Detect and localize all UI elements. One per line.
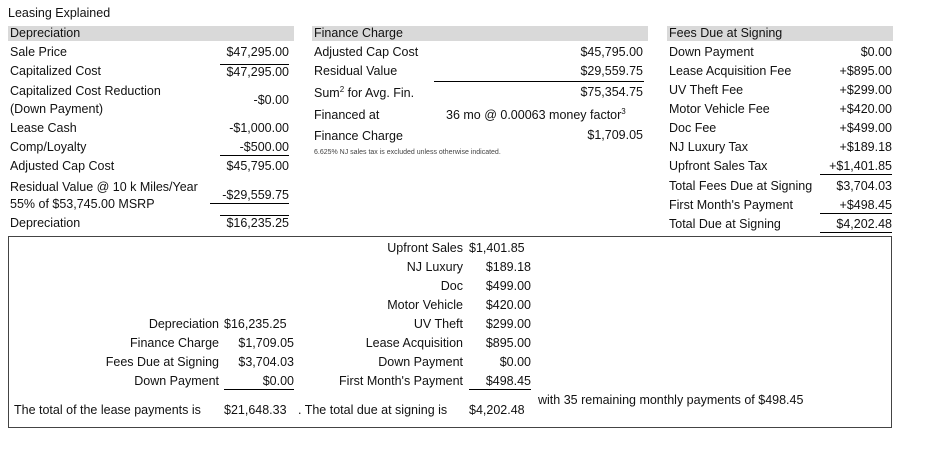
fin-footnote: 6.625% NJ sales tax is excluded unless otherwise indicated. — [314, 149, 501, 156]
total-lease-value: $21,648.33 — [224, 403, 287, 417]
dep-value-cap-reduction: -$0.00 — [253, 93, 289, 107]
fee-label-total-fees: Total Fees Due at Signing — [669, 179, 813, 193]
fee-label-acquisition: Lease Acquisition Fee — [669, 64, 792, 78]
dep-value-depreciation: $16,235.25 — [220, 215, 289, 231]
sum-mid-label-upfront-sales: Upfront Sales — [387, 241, 463, 255]
fin-label-charge: Finance Charge — [314, 129, 403, 143]
fee-label-motor-vehicle: Motor Vehicle Fee — [669, 102, 770, 116]
sum-mid-label-lease-acquisition: Lease Acquisition — [365, 336, 463, 350]
fee-label-total-due: Total Due at Signing — [669, 217, 781, 231]
sum-mid-value-first-month: $498.45 — [469, 374, 531, 390]
fee-value-down-payment: $0.00 — [860, 45, 892, 59]
fee-value-total-fees: $3,704.03 — [836, 179, 892, 193]
sum-left-value-down-payment: $0.00 — [224, 374, 294, 390]
fin-label-financed: Financed at — [314, 108, 380, 122]
sum-left-label-finance: Finance Charge — [130, 336, 219, 350]
sum-left-label-down-payment: Down Payment — [134, 374, 219, 388]
dep-label-lease-cash: Lease Cash — [10, 121, 77, 135]
dep-label-sale-price: Sale Price — [10, 45, 67, 59]
sum-left-value-depreciation: $16,235.25 — [224, 317, 287, 331]
dep-label-residual-sub: 55% of $53,745.00 MSRP — [10, 197, 155, 211]
fin-label-sum: Sum$^2$ for Avg. Fin. — [314, 84, 415, 100]
sum-mid-label-down-payment: Down Payment — [378, 355, 463, 369]
fin-label-residual: Residual Value — [314, 64, 398, 78]
fee-value-nj-luxury: +$189.18 — [839, 140, 892, 154]
sum-left-label-depreciation: Depreciation — [148, 317, 219, 331]
sum-mid-label-motor-vehicle: Motor Vehicle — [387, 298, 463, 312]
sum-mid-label-uv-theft: UV Theft — [413, 317, 463, 331]
sum-mid-value-down-payment: $0.00 — [499, 355, 531, 369]
sum-mid-label-first-month: First Month's Payment — [339, 374, 463, 388]
fin-value-adjusted-cap: $45,795.00 — [580, 45, 643, 59]
dep-label-adjusted-cap: Adjusted Cap Cost — [10, 159, 115, 173]
fee-value-motor-vehicle: +$420.00 — [839, 102, 892, 116]
dep-value-adjusted-cap: $45,795.00 — [226, 159, 289, 173]
finance-header: Finance Charge — [312, 26, 648, 41]
fee-value-first-month: +$498.45 — [820, 198, 892, 214]
fee-value-doc: +$499.00 — [839, 121, 892, 135]
fin-value-sum: $75,354.75 — [580, 85, 643, 99]
fin-label-adjusted-cap: Adjusted Cap Cost — [314, 45, 419, 59]
dep-label-cap-cost: Capitalized Cost — [10, 64, 102, 78]
page-title: Leasing Explained — [8, 6, 111, 20]
dep-label-cap-reduction-sub: (Down Payment) — [10, 102, 104, 116]
dep-label-depreciation: Depreciation — [10, 216, 81, 230]
dep-value-residual: -$29,559.75 — [210, 188, 289, 204]
sum-mid-value-motor-vehicle: $420.00 — [485, 298, 531, 312]
dep-value-sale-price: $47,295.00 — [226, 45, 289, 59]
dep-label-residual: Residual Value @ 10 k Miles/Year — [10, 180, 198, 194]
dep-label-cap-reduction: Capitalized Cost Reduction — [10, 84, 161, 98]
fee-label-upfront-sales: Upfront Sales Tax — [669, 159, 768, 173]
sum-mid-value-upfront-sales: $1,401.85 — [469, 241, 525, 255]
dep-value-lease-cash: -$1,000.00 — [229, 121, 289, 135]
sum-mid-value-uv-theft: $299.00 — [485, 317, 531, 331]
fin-value-charge: $1,709.05 — [587, 128, 643, 142]
fee-value-total-due: $4,202.48 — [820, 217, 892, 233]
sum-mid-value-lease-acquisition: $895.00 — [485, 336, 531, 350]
fees-header: Fees Due at Signing — [667, 26, 893, 41]
fee-value-uv-theft: +$299.00 — [839, 83, 892, 97]
sum-mid-value-nj-luxury: $189.18 — [485, 260, 531, 274]
remaining-payments-text: with 35 remaining monthly payments of $498.45 — [538, 393, 804, 407]
total-lease-label: The total of the lease payments is — [14, 403, 201, 417]
sum-mid-value-doc: $499.00 — [485, 279, 531, 293]
fee-label-first-month: First Month's Payment — [669, 198, 793, 212]
fee-label-uv-theft: UV Theft Fee — [669, 83, 744, 97]
fee-label-doc: Doc Fee — [669, 121, 717, 135]
dep-value-cap-cost: $47,295.00 — [220, 64, 289, 80]
total-due-value: $4,202.48 — [469, 403, 525, 417]
total-due-label: . The total due at signing is — [298, 403, 448, 417]
fin-value-residual: $29,559.75 — [580, 64, 643, 78]
fee-value-acquisition: +$895.00 — [839, 64, 892, 78]
sum-mid-label-nj-luxury: NJ Luxury — [406, 260, 463, 274]
fin-sum-rule — [434, 81, 644, 82]
fee-label-nj-luxury: NJ Luxury Tax — [669, 140, 748, 154]
dep-label-comp-loyalty: Comp/Loyalty — [10, 140, 87, 154]
sum-left-label-fees: Fees Due at Signing — [105, 355, 219, 369]
fee-label-down-payment: Down Payment — [669, 45, 754, 59]
dep-value-comp-loyalty: -$500.00 — [220, 140, 289, 156]
sum-left-value-finance: $1,709.05 — [238, 336, 294, 350]
sum-mid-label-doc: Doc — [440, 279, 463, 293]
fee-value-upfront-sales: +$1,401.85 — [820, 159, 892, 175]
fin-financed-text: 36 mo @ 0.00063 money factor$^3$ — [446, 106, 626, 122]
depreciation-header: Depreciation — [8, 26, 294, 41]
sum-left-value-fees: $3,704.03 — [238, 355, 294, 369]
